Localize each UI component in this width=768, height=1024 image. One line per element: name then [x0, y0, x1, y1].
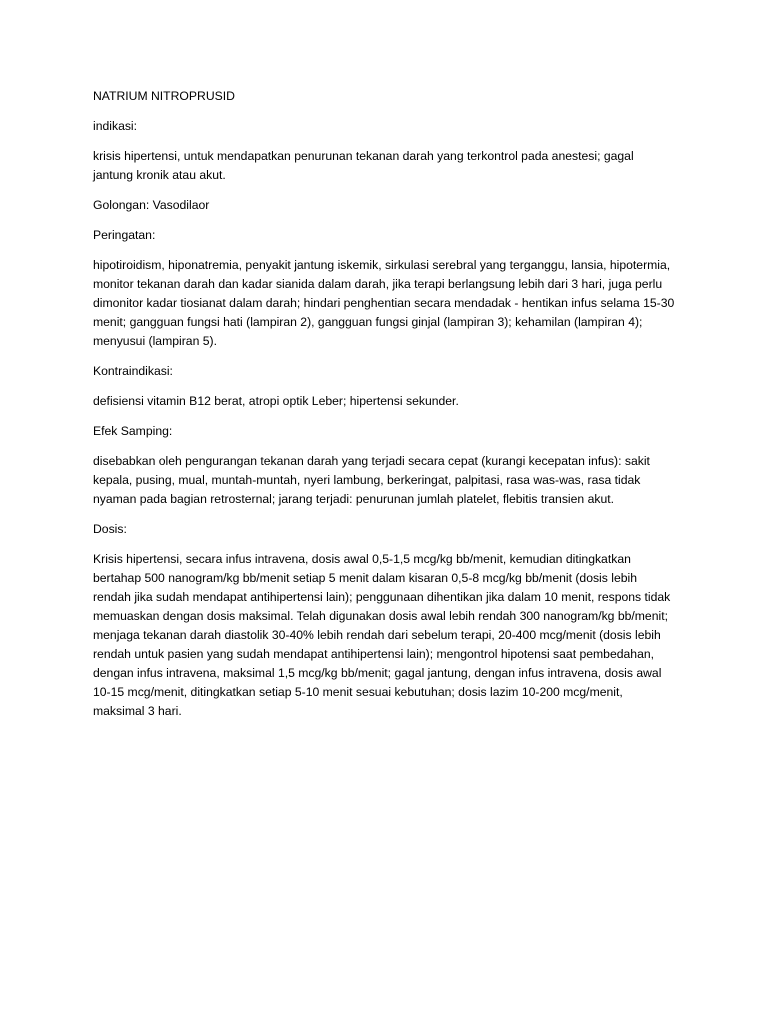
kontraindikasi-label: Kontraindikasi:	[93, 364, 173, 378]
document-content	[93, 87, 675, 732]
peringatan-text: hipotiroidism, hiponatremia, penyakit jantung iskemik, sirkulasi serebral yang terganggu, lansia, hipotermia, monitor tekanan darah dan kadar sianida dalam darah, jika terapi berlangsung lebih dari 3 hari, juga perlu dimonitor kadar tiosianat dalam darah; hindari penghentian secara mendadak - hentikan infus selama 15-30 menit; gangguan fungsi hati (lampiran 2), gangguan fungsi ginjal (lampiran 3); kehamilan (lampiran 4); menyusui (lampiran 5).	[93, 258, 675, 348]
efek-samping-text: disebabkan oleh pengurangan tekanan darah yang terjadi secara cepat (kurangi kecepatan infus): sakit kepala, pusing, mual, muntah-muntah, nyeri lambung, berkeringat, palpitasi, rasa was-was, rasa tidak nyaman pada bagian retrosternal; jarang terjadi: penurunan jumlah platelet, flebitis transien akut.	[93, 454, 650, 506]
peringatan-label: Peringatan:	[93, 228, 156, 242]
dosis-label: Dosis:	[93, 522, 127, 536]
indikasi-text: krisis hipertensi, untuk mendapatkan penurunan tekanan darah yang terkontrol pada anestesi; gagal jantung kronik atau akut.	[93, 149, 634, 182]
document-title: NATRIUM NITROPRUSID	[93, 89, 235, 103]
efek-samping-label: Efek Samping:	[93, 424, 173, 438]
indikasi-label: indikasi:	[93, 119, 138, 133]
kontraindikasi-text: defisiensi vitamin B12 berat, atropi optik Leber; hipertensi sekunder.	[93, 394, 459, 408]
golongan-text: Golongan: Vasodilaor	[93, 198, 210, 212]
dosis-text: Krisis hipertensi, secara infus intravena, dosis awal 0,5-1,5 mcg/kg bb/menit, kemudian ditingkatkan bertahap 500 nanogram/kg bb/menit setiap 5 menit dalam kisaran 0,5-8 mcg/kg bb/menit (dosis lebih rendah jika sudah mendapat antihipertensi lain); penggunaan dihentikan jika dalam 10 menit, respons tidak memuaskan dengan dosis maksimal. Telah digunakan dosis awal lebih rendah 300 nanogram/kg bb/menit; menjaga tekanan darah diastolik 30-40% lebih rendah dari sebelum terapi, 20-400 mcg/menit (dosis lebih rendah untuk pasien yang sudah mendapat antihipertensi lain); mengontrol hipotensi saat pembedahan, dengan infus intravena, maksimal 1,5 mcg/kg bb/menit; gagal jantung, dengan infus intravena, dosis awal 10-15 mcg/menit, ditingkatkan setiap 5-10 menit sesuai kebutuhan; dosis lazim 10-200 mcg/menit, maksimal 3 hari.	[93, 552, 671, 718]
